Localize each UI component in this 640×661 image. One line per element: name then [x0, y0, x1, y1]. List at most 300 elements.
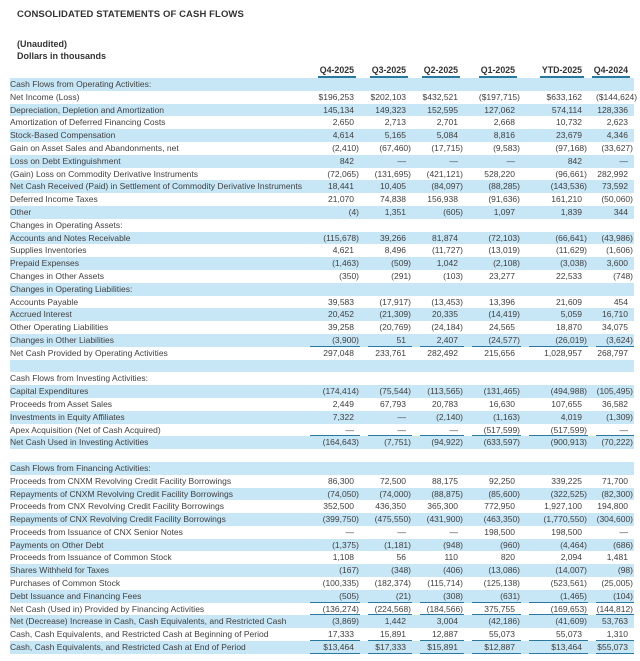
spacer-row [10, 360, 634, 373]
cell-value: 36,582 [602, 398, 628, 409]
cell-value: 4,346 [606, 130, 628, 141]
cell-value: (169,653) [521, 603, 588, 616]
cell-value: — [506, 155, 515, 166]
cell-value: (84,097) [431, 181, 463, 192]
row-label: Net Income (Loss) [10, 91, 80, 102]
cell-value: — [397, 411, 406, 422]
row-label: Stock-Based Compensation [10, 130, 116, 141]
cell-value [360, 219, 412, 232]
row-label [10, 360, 302, 373]
cell-value: (136,274) [302, 603, 360, 616]
row-label: Apex Acquisition (Net of Cash Acquired) [10, 424, 161, 435]
cell-value: 2,623 [606, 117, 628, 128]
cell-value: (67,460) [379, 142, 411, 153]
table-row [10, 116, 634, 129]
cell-value [360, 78, 412, 91]
row-label: Changes in Other Assets [10, 270, 105, 281]
cell-value: 1,108 [332, 552, 354, 563]
cell-value: 128,336 [597, 104, 628, 115]
cell-value: — [449, 526, 458, 537]
cell-value: (308) [412, 590, 464, 603]
cell-value: 5,059 [560, 309, 582, 320]
cell-value: 282,992 [597, 168, 628, 179]
cell-value: (3,624) [588, 334, 634, 347]
cell-value [302, 372, 360, 385]
cell-value: (13,019) [488, 245, 520, 256]
cell-value [588, 360, 634, 373]
cell-value: 145,134 [323, 104, 354, 115]
cell-value: (900,913) [550, 437, 587, 448]
row-label: Shares Withheld for Taxes [10, 565, 110, 576]
table-row [10, 385, 634, 398]
table-row [10, 475, 634, 488]
cell-value: $12,887 [464, 641, 521, 654]
cell-value: 10,405 [380, 181, 406, 192]
cell-value: 820 [500, 552, 515, 563]
row-label: (Gain) Loss on Commodity Derivative Instruments [10, 168, 199, 179]
row-label: Net (Decrease) Increase in Cash, Cash Equivalents, and Restricted Cash [10, 616, 287, 627]
cell-value [412, 219, 464, 232]
cell-value: (41,609) [555, 616, 587, 627]
column-header: Q4-2025 [302, 63, 360, 78]
row-label: Net Cash Used in Investing Activities [10, 437, 149, 448]
cell-value [302, 78, 360, 91]
spacer-row [10, 449, 634, 462]
cell-value: 352,500 [323, 501, 354, 512]
cell-value: (94,922) [431, 437, 463, 448]
cell-value: (14,419) [488, 309, 520, 320]
cell-value: (42,186) [488, 616, 520, 627]
cell-value: 282,492 [427, 347, 458, 358]
cell-value: 4,614 [332, 130, 354, 141]
cell-value: 436,350 [375, 501, 406, 512]
table-row [10, 641, 634, 654]
cell-value: 156,938 [427, 194, 458, 205]
row-label: Accounts and Notes Receivable [10, 232, 131, 243]
cell-value: 20,335 [432, 309, 458, 320]
cell-value: 1,927,100 [544, 501, 582, 512]
row-label: Net Cash (Used in) Provided by Financing Activities [10, 603, 205, 614]
cell-value: (399,750) [322, 514, 359, 525]
cell-value [464, 372, 521, 385]
cell-value: 842 [339, 155, 354, 166]
cell-value: 2,713 [384, 117, 406, 128]
cell-value: (70,222) [601, 437, 633, 448]
table-row [10, 577, 634, 590]
cell-value: — [449, 155, 458, 166]
cell-value: 528,220 [484, 168, 515, 179]
table-row [10, 526, 634, 539]
cell-value: (88,285) [488, 181, 520, 192]
row-label: Prepaid Expenses [10, 258, 79, 269]
column-header: Q2-2025 [412, 63, 464, 78]
row-label: Supplies Inventories [10, 245, 87, 256]
cell-value [360, 449, 412, 462]
cell-value: 454 [613, 296, 628, 307]
cell-value: (224,568) [360, 603, 412, 616]
cell-value: 39,266 [380, 232, 406, 243]
cell-value: (523,561) [550, 578, 587, 589]
cell-value: (26,019) [521, 334, 588, 347]
cell-value: 198,500 [551, 526, 582, 537]
cell-value: (1,770,550) [543, 514, 587, 525]
row-label: Net Cash Received (Paid) in Settlement of Commodity Derivative Instruments [10, 181, 302, 192]
cell-value: (1,606) [606, 245, 633, 256]
cell-value [360, 283, 412, 296]
cell-value: 7,322 [332, 411, 354, 422]
cell-value: (17,917) [379, 296, 411, 307]
table-row [10, 615, 634, 628]
row-label: Proceeds from CNX Revolving Credit Facility Borrowings [10, 501, 224, 512]
cell-value: (3,038) [560, 258, 587, 269]
row-label: Depreciation, Depletion and Amortization [10, 104, 165, 115]
cell-value: 21,070 [328, 194, 354, 205]
cell-value: (3,869) [332, 616, 359, 627]
row-label: Cash Flows from Investing Activities: [10, 373, 148, 384]
cell-value: (24,577) [464, 334, 521, 347]
cell-value: (74,050) [327, 488, 359, 499]
cell-value [412, 78, 464, 91]
cell-value: 34,075 [602, 322, 628, 333]
row-label: Net Cash Provided by Operating Activities [10, 347, 168, 358]
cell-value: 2,407 [412, 334, 464, 347]
row-label: Changes in Other Liabilities [10, 334, 114, 345]
cell-value: 375,755 [464, 603, 521, 616]
row-label: Other Operating Liabilities [10, 322, 109, 333]
cell-value: 81,874 [432, 232, 458, 243]
row-label: Changes in Operating Liabilities: [10, 283, 133, 294]
cell-value: ($144,624) [596, 91, 638, 102]
cell-value: (13,086) [488, 565, 520, 576]
row-label: Accrued Interest [10, 309, 72, 320]
cell-value: 1,042 [436, 258, 458, 269]
cell-value [588, 372, 634, 385]
table-row [10, 129, 634, 142]
cell-value: 4,621 [332, 245, 354, 256]
cell-value: (82,300) [601, 488, 633, 499]
section-row [10, 219, 634, 232]
cell-value: (144,812) [596, 603, 633, 614]
table-row [10, 270, 634, 283]
cell-value [521, 449, 588, 462]
cell-value: 15,891 [360, 628, 412, 641]
cell-value: 24,565 [489, 322, 515, 333]
cell-value: $13,464 [302, 641, 360, 654]
cell-value: (960) [500, 539, 520, 550]
cell-value: (125,138) [483, 578, 520, 589]
table-body [10, 78, 638, 654]
cell-value [360, 372, 412, 385]
table-row [10, 142, 634, 155]
table-row [10, 257, 634, 270]
cell-value: (509) [391, 258, 411, 269]
cell-value [464, 78, 521, 91]
cell-value: (113,565) [427, 386, 463, 397]
cell-value: 55,073 [464, 628, 521, 641]
section-row [10, 372, 634, 385]
cell-value: 194,800 [597, 501, 628, 512]
cell-value: (3,900) [302, 334, 360, 347]
cell-value: (9,583) [493, 142, 520, 153]
cell-value: (11,629) [555, 245, 587, 256]
cell-value: (72,065) [327, 168, 359, 179]
cell-value: 5,084 [436, 130, 458, 141]
cell-value: 55,073 [521, 628, 588, 641]
table-row [10, 551, 634, 564]
cell-value: — [588, 424, 634, 437]
table-row [10, 436, 634, 449]
row-label [10, 449, 302, 462]
cell-value: — [302, 424, 360, 437]
cell-value: 3,004 [436, 616, 458, 627]
cell-value: (2,108) [493, 258, 520, 269]
table-row [10, 232, 634, 245]
row-label: Cash, Cash Equivalents, and Restricted Cash at End of Period [10, 642, 246, 653]
cell-value: (1,309) [606, 411, 633, 422]
cell-value: (748) [613, 270, 633, 281]
cell-value: $13,464 [521, 641, 588, 654]
cell-value [521, 372, 588, 385]
cell-value: 8,816 [493, 130, 515, 141]
row-label: Purchases of Common Stock [10, 578, 121, 589]
unaudited-label: (Unaudited) [17, 39, 67, 49]
table-row [10, 104, 634, 117]
cell-value [521, 78, 588, 91]
cell-value: — [397, 155, 406, 166]
table-row [10, 513, 634, 526]
cell-value: (517,599) [521, 424, 588, 437]
table-row [10, 488, 634, 501]
cell-value: 2,668 [493, 117, 515, 128]
cell-value: 4,019 [560, 411, 582, 422]
column-header: Q1-2025 [464, 63, 521, 78]
cell-value [302, 283, 360, 296]
cell-value: 107,655 [551, 398, 582, 409]
row-label: Cash, Cash Equivalents, and Restricted Cash at Beginning of Period [10, 629, 269, 640]
cell-value: (25,005) [601, 578, 633, 589]
cell-value: (7,751) [384, 437, 411, 448]
column-header: Q4-2024 [588, 63, 634, 78]
cell-value: (4) [348, 206, 359, 217]
cell-value: 92,250 [489, 475, 515, 486]
table-row [10, 564, 634, 577]
cell-value: (72,103) [488, 232, 520, 243]
cell-value [588, 219, 634, 232]
cell-value: 842 [567, 155, 582, 166]
cell-value [521, 462, 588, 475]
table-row [10, 180, 634, 193]
table-row [10, 398, 634, 411]
table-row [10, 411, 634, 424]
cell-value: 56 [396, 552, 406, 563]
cell-value: 51 [360, 334, 412, 347]
cell-value: 149,323 [375, 104, 406, 115]
cell-value: $15,891 [412, 641, 464, 654]
cell-value: (2,140) [436, 411, 463, 422]
row-label: Deferred Income Taxes [10, 194, 98, 205]
cell-value: — [360, 424, 412, 437]
cell-value: (11,727) [431, 245, 463, 256]
table-row [10, 424, 634, 437]
table-head [10, 63, 634, 78]
cell-value [521, 283, 588, 296]
cell-value [464, 283, 521, 296]
cell-value: (91,636) [488, 194, 520, 205]
cell-value: (96,661) [555, 168, 587, 179]
cell-value: (2,410) [332, 142, 359, 153]
cell-value [588, 283, 634, 296]
cell-value: (85,600) [488, 488, 520, 499]
cell-value [412, 449, 464, 462]
table-row [10, 244, 634, 257]
cell-value: (20,769) [379, 322, 411, 333]
cell-value: (33,627) [601, 142, 633, 153]
cell-value: 22,533 [556, 270, 582, 281]
table-row [10, 334, 634, 347]
cell-value: (463,350) [483, 514, 520, 525]
cell-value: 16,630 [489, 398, 515, 409]
cell-value [464, 462, 521, 475]
row-label: Cash Flows from Operating Activities: [10, 79, 152, 89]
row-label: Amortization of Deferred Financing Costs [10, 117, 166, 128]
cell-value: (505) [302, 590, 360, 603]
cell-value: 1,351 [384, 206, 406, 217]
cell-value: (686) [613, 539, 633, 550]
cell-value: 12,887 [412, 628, 464, 641]
table-row [10, 590, 634, 603]
cell-value: 339,225 [551, 475, 582, 486]
cell-value: (184,566) [412, 603, 464, 616]
row-label: Capital Expenditures [10, 386, 89, 397]
cell-value [412, 360, 464, 373]
cell-value: (475,550) [374, 514, 411, 525]
cell-value: 71,700 [602, 475, 628, 486]
cell-value: (131,695) [374, 168, 411, 179]
cell-value: (631) [464, 590, 521, 603]
cell-value: 73,592 [602, 181, 628, 192]
cell-value: (14,007) [555, 565, 587, 576]
cell-value: (605) [443, 206, 463, 217]
column-header: Q3-2025 [360, 63, 412, 78]
cell-value: (88,875) [431, 488, 463, 499]
cell-value [588, 462, 634, 475]
cell-value: 215,656 [484, 347, 515, 358]
cell-value: 10,732 [556, 117, 582, 128]
cell-value: 2,650 [332, 117, 354, 128]
cell-value: — [619, 155, 628, 166]
table-row [10, 91, 634, 104]
cell-value: (291) [391, 270, 411, 281]
cell-value: 198,500 [484, 526, 515, 537]
table-row [10, 539, 634, 552]
cell-value: 233,761 [375, 347, 406, 358]
cell-value [302, 449, 360, 462]
column-header: YTD-2025 [521, 63, 588, 78]
cell-value: 2,094 [560, 552, 582, 563]
row-label: Proceeds from Issuance of Common Stock [10, 552, 172, 563]
cell-value: — [397, 526, 406, 537]
cell-value: (348) [391, 565, 411, 576]
cell-value: (174,414) [322, 386, 359, 397]
table-row [10, 628, 634, 641]
row-label: Proceeds from Asset Sales [10, 398, 113, 409]
cell-value: ($197,715) [478, 91, 520, 102]
cell-value: 1,442 [384, 616, 406, 627]
cell-value: 20,452 [328, 309, 354, 320]
cell-value: (350) [339, 270, 359, 281]
cell-value: 39,583 [328, 296, 354, 307]
row-label: Other [10, 206, 32, 217]
cell-value: 344 [613, 206, 628, 217]
cell-value: 1,481 [606, 552, 628, 563]
cell-value: (304,600) [596, 514, 633, 525]
cell-value: — [345, 526, 354, 537]
cell-value: 1,310 [588, 628, 634, 641]
document-header [17, 9, 640, 62]
table-row [10, 168, 634, 181]
cell-value [588, 449, 634, 462]
cell-value: (103) [443, 270, 463, 281]
cell-value: 16,710 [602, 309, 628, 320]
cell-value: 772,950 [484, 501, 515, 512]
cell-value [302, 219, 360, 232]
table-row [10, 155, 634, 168]
table-row [10, 296, 634, 309]
cell-value: (633,597) [483, 437, 520, 448]
cell-value: (98) [617, 565, 633, 576]
cell-value: (21) [360, 590, 412, 603]
cell-value: $633,162 [546, 91, 582, 102]
cell-value: (17,715) [431, 142, 463, 153]
cell-value [302, 360, 360, 373]
cell-value: 20,783 [432, 398, 458, 409]
cell-value: $196,253 [318, 91, 354, 102]
table-row [10, 193, 634, 206]
document-title: CONSOLIDATED STATEMENTS OF CASH FLOWS [17, 9, 244, 20]
cell-value: (143,536) [550, 181, 587, 192]
cell-value: (97,168) [555, 142, 587, 153]
cell-value: (75,544) [379, 386, 411, 397]
cell-value: 152,595 [427, 104, 458, 115]
table-row [10, 500, 634, 513]
cell-value [412, 462, 464, 475]
cell-value [412, 372, 464, 385]
cell-value: (1,465) [521, 590, 588, 603]
cell-value: 161,210 [551, 194, 582, 205]
cell-value: (322,525) [550, 488, 587, 499]
section-row [10, 283, 634, 296]
cell-value: (66,641) [555, 232, 587, 243]
cell-value: 1,839 [560, 206, 582, 217]
row-label: Repayments of CNX Revolving Credit Facility Borrowings [10, 514, 226, 525]
table-row [10, 347, 634, 360]
cell-value: (431,900) [426, 514, 463, 525]
cell-value: 127,062 [484, 104, 515, 115]
cell-value: (167) [339, 565, 359, 576]
cell-value: 365,300 [427, 501, 458, 512]
cell-value [412, 283, 464, 296]
cell-value: 3,600 [606, 258, 628, 269]
row-label: Repayments of CNXM Revolving Credit Facility Borrowings [10, 488, 233, 499]
cell-value: (948) [443, 539, 463, 550]
cell-value: 8,496 [384, 245, 406, 256]
cell-value: (105,495) [596, 386, 633, 397]
cell-value: 18,870 [556, 322, 582, 333]
cell-value: 18,441 [328, 181, 354, 192]
cell-value: 110 [444, 552, 458, 563]
cell-value: $432,521 [422, 91, 458, 102]
cell-value: (406) [443, 565, 463, 576]
